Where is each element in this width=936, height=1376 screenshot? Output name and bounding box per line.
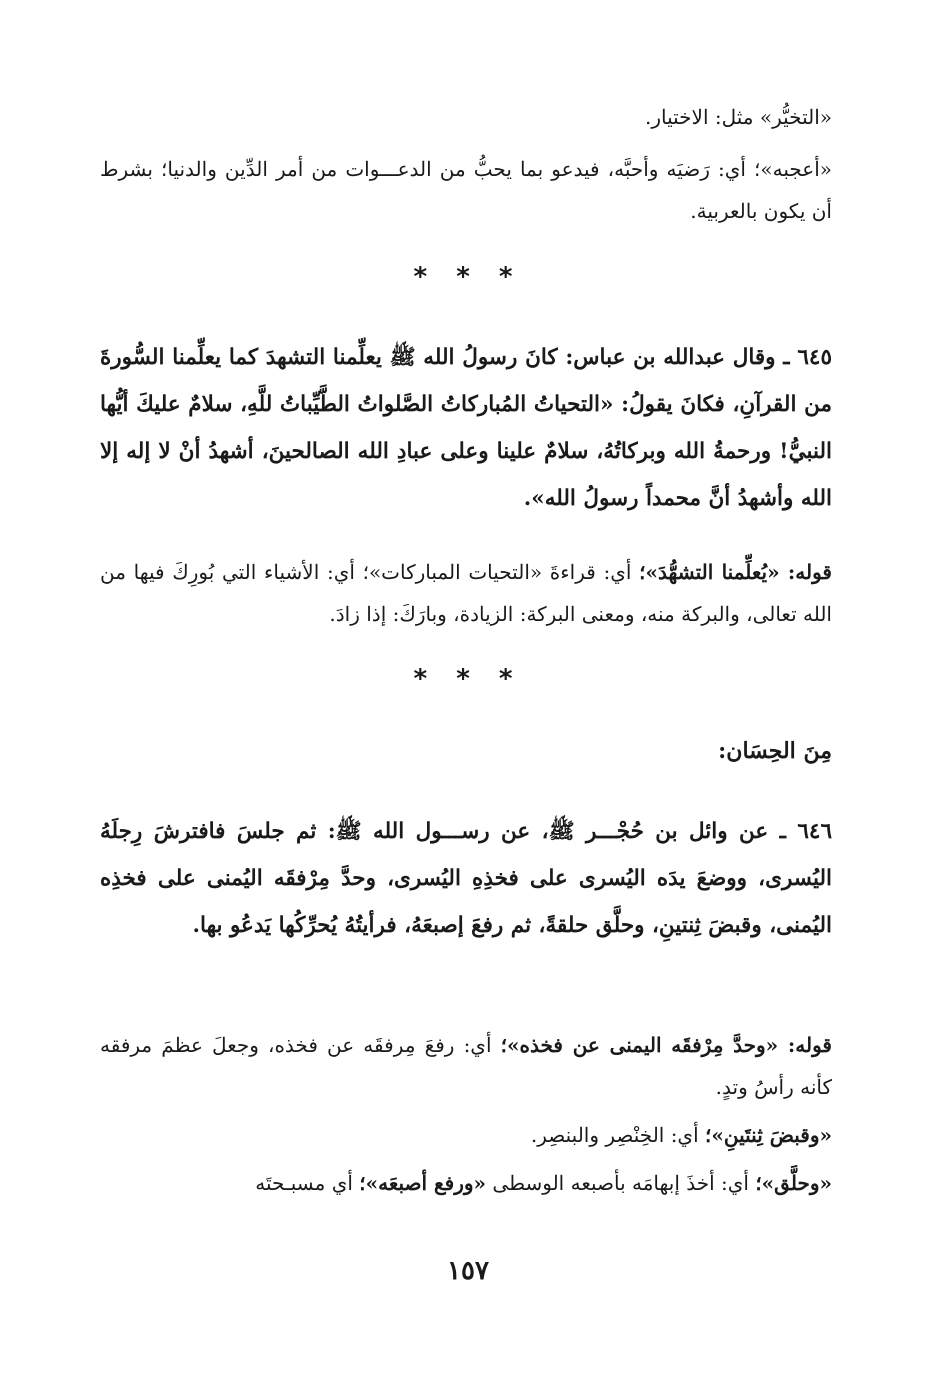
quoted-phrase: قوله: «يُعلِّمنا التشهُّدَ»؛: [639, 560, 832, 584]
commentary-text: أي: قراءةَ «التحيات المباركات»؛ أي: الأشياء التي بُورِكَ فيها من الله تعالى، والبركة منه، ومعنى البركة: الزيادة، وبارَكَ: إذا زادَ.: [100, 560, 832, 626]
hadith-text: ٦٤٥ ـ وقال عبدالله بن عباس: كانَ رسولُ الله ﷺ يعلِّمنا التشهدَ كما يعلِّمنا السُّورةَ من القرآنِ، فكانَ يقولُ: «التحياتُ المُباركاتُ الصَّلواتُ الطَّيِّباتُ للَّهِ، سلامٌ عليكَ أيُّها النبيُّ! ورحمةُ الله وبركاتُهُ، سلامٌ علينا وعلى عبادِ الله الصالحينَ، أشهدُ أنْ لا إله إلا الله وأشهدُ أنَّ محمداً رسولُ الله».: [100, 345, 832, 511]
section-heading: مِنَ الحِسَان:: [718, 738, 832, 764]
commentary-text: أي: رفعَ مِرفقَه عن فخذه، وجعلَ عظمَ مرفقه كأنه رأسُ وتدٍ.: [100, 1033, 832, 1099]
commentary-text: أي: أخذَ إبهامَه بأصبعه الوسطى: [486, 1171, 756, 1195]
section-separator: * * *: [413, 664, 523, 694]
section-separator: * * *: [413, 262, 523, 292]
quoted-phrase: «وقبضَ ثِنتَينِ»؛: [705, 1123, 832, 1147]
hadith-646-commentary: [100, 1024, 832, 1204]
section-intro: [100, 96, 832, 232]
hadith-646: [100, 808, 832, 949]
commentary-text: أي: الخِنْصِر والبنصِر.: [530, 1123, 706, 1147]
hadith-645: [100, 334, 832, 522]
commentary-paragraph: [100, 1162, 832, 1204]
paragraph: «أعجبه»؛ أي: رَضيَه وأحبَّه، فيدعو بما يحبُّ من الدعـــوات من أمر الدِّين والدنيا؛ بشرط أن يكون بالعربية.: [100, 157, 832, 223]
commentary-paragraph: [100, 551, 832, 635]
hadith-645-commentary: [100, 551, 832, 635]
quoted-phrase: «ورفع أصبعَه»؛: [359, 1171, 487, 1195]
quoted-phrase: قوله: «وحدَّ مِرْفقَه اليمنى عن فخذه»؛: [500, 1033, 832, 1057]
quoted-phrase: «وحلَّق»؛: [755, 1171, 832, 1195]
paragraph: «التخيُّر» مثل: الاختيار.: [645, 105, 832, 129]
commentary-paragraph: [100, 1114, 832, 1156]
commentary-text: أي مسبـحتَه: [255, 1171, 360, 1195]
hadith-text: ٦٤٦ ـ عن وائل بن حُجْـــر ﷺ، عن رســـول الله ﷺ: ثم جلسَ فافترشَ رِجلَهُ اليُسرى، ووضعَ يدَه اليُسرى على فخذِهِ اليُسرى، وحدَّ مِرْفقَه اليُمنى على فخذِه اليُمنى، وقبضَ ثِنتينِ، وحلَّق حلقةً، ثم رفعَ إصبعَهُ، فرأيتُهُ يُحرِّكُها يَدعُو بها.: [100, 819, 832, 938]
commentary-paragraph: [100, 1024, 832, 1108]
page-number: ١٥٧: [447, 1256, 489, 1286]
